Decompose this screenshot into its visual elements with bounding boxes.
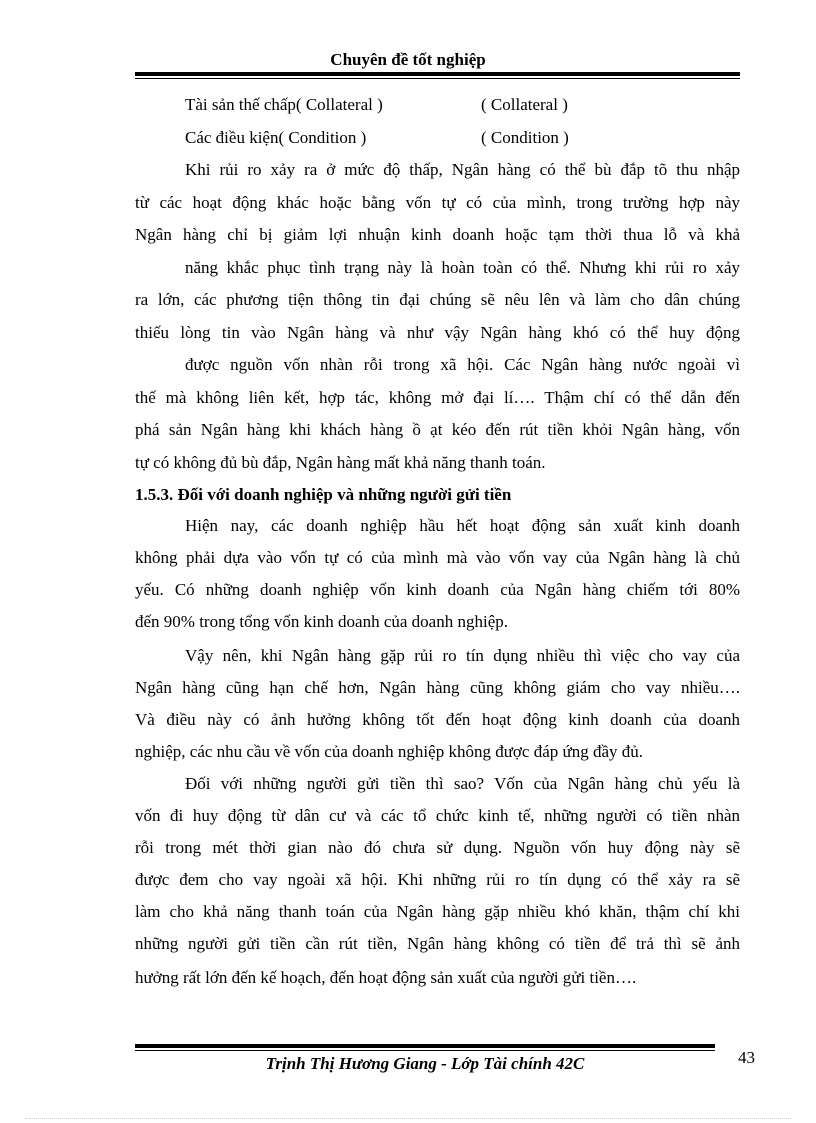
footer-rule-thick xyxy=(135,1044,715,1048)
criteria-value: ( Collateral ) xyxy=(481,95,568,114)
paragraph-line: Khi rủi ro xảy ra ở mức độ thấp, Ngân hàng có thể bù đắp tõ thu nhập xyxy=(185,160,740,179)
criteria-label: Các điều kiện( Condition ) xyxy=(185,128,367,147)
paragraph-line: vốn đi huy động từ dân cư và các tổ chức kinh tế, những người có tiền nhàn xyxy=(135,806,740,825)
paragraph-line: Hiện nay, các doanh nghiệp hầu hết hoạt động sản xuất kinh doanh xyxy=(185,516,740,535)
paragraph-line: ra lớn, các phương tiện thông tin đại chúng sẽ nêu lên và làm cho dân chúng xyxy=(135,290,740,309)
paragraph-line: được nguồn vốn nhàn rỗi trong xã hội. Các Ngân hàng nước ngoài vì xyxy=(185,355,740,374)
paragraph-line: tự có không đủ bù đắp, Ngân hàng mất khả năng thanh toán. xyxy=(135,453,546,472)
section-heading: 1.5.3. Đối với doanh nghiệp và những người gửi tiền xyxy=(135,485,512,504)
footer-rule-thin xyxy=(135,1050,715,1051)
criteria-label: Tài sản thế chấp( Collateral ) xyxy=(185,95,383,114)
page-number: 43 xyxy=(738,1048,755,1067)
paragraph-line: Và điều này có ảnh hưởng không tốt đến hoạt động kinh doanh của doanh xyxy=(135,710,740,729)
paragraph-line: được đem cho vay ngoài xã hội. Khi những rủi ro tín dụng có thể xảy ra sẽ xyxy=(135,870,740,889)
paragraph-line: không phải dựa vào vốn tự có của mình mà vào vốn vay của Ngân hàng là chủ xyxy=(135,548,740,567)
header-rule-thick xyxy=(135,72,740,76)
paragraph-line: rỗi trong mét thời gian nào đó chưa sử dụng. Nguồn vốn huy động này sẽ xyxy=(135,838,740,857)
paragraph-line: Ngân hàng cũng hạn chế hơn, Ngân hàng cũng không giám cho vay nhiều…. xyxy=(135,678,740,697)
paragraph-line: Vậy nên, khi Ngân hàng gặp rủi ro tín dụng nhiều thì việc cho vay của xyxy=(185,646,740,665)
paragraph-line: yếu. Có những doanh nghiệp vốn kinh doanh của Ngân hàng chiếm tới 80% xyxy=(135,580,740,599)
page-header-title: Chuyên đề tốt nghiệp xyxy=(330,50,486,69)
paragraph-line: đến 90% trong tổng vốn kinh doanh của doanh nghiệp. xyxy=(135,612,508,631)
paragraph-line: thiếu lòng tin vào Ngân hàng và như vậy Ngân hàng khó có thể huy động xyxy=(135,323,740,342)
criteria-value: ( Condition ) xyxy=(481,128,569,147)
paragraph-line: nghiệp, các nhu cầu về vốn của doanh nghiệp không được đáp ứng đầy đủ. xyxy=(135,742,643,761)
paragraph-line: hưởng rất lớn đến kế hoạch, đến hoạt động sản xuất của người gửi tiền…. xyxy=(135,968,637,987)
paragraph-line: từ các hoạt động khác hoặc bằng vốn tự có của mình, trong trường hợp này xyxy=(135,193,740,212)
paragraph-line: phá sản Ngân hàng khi khách hàng ồ ạt kéo đến rút tiền khỏi Ngân hàng, vốn xyxy=(135,420,740,439)
paragraph-line: Ngân hàng chỉ bị giảm lợi nhuận kinh doanh hoặc tạm thời thua lỗ và khả xyxy=(135,225,740,244)
paragraph-line: năng khắc phục tình trạng này là hoàn toàn có thể. Nhưng khi rủi ro xảy xyxy=(185,258,740,277)
header-rule-thin xyxy=(135,78,740,79)
page-bottom-dotted-border xyxy=(25,1118,791,1119)
paragraph-line: Đối với những người gửi tiền thì sao? Vốn của Ngân hàng chủ yếu là xyxy=(185,774,740,793)
paragraph-line: làm cho khả năng thanh toán của Ngân hàng gặp nhiều khó khăn, thậm chí khi xyxy=(135,902,740,921)
paragraph-line: những người gửi tiền cần rút tiền, Ngân hàng không có tiền để trả thì sẽ ảnh xyxy=(135,934,740,953)
paragraph-line: thế mà không liên kết, hợp tác, không mở đại lí…. Thậm chí có thể dẫn đến xyxy=(135,388,740,407)
footer-author-line: Trịnh Thị Hương Giang - Lớp Tài chính 42C xyxy=(265,1054,585,1073)
